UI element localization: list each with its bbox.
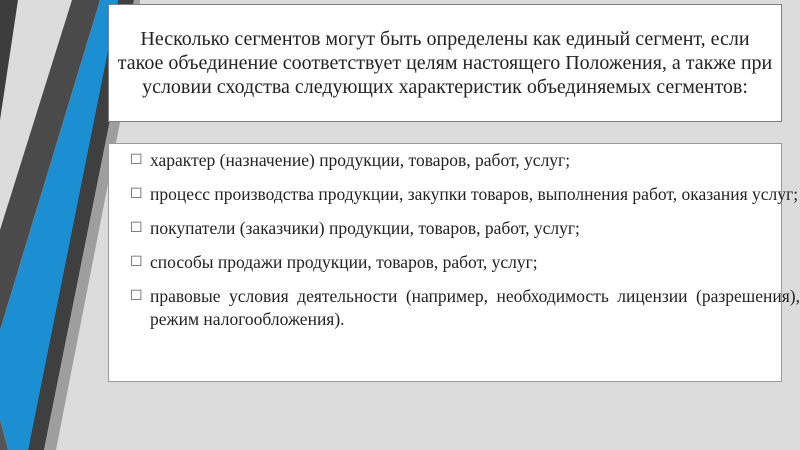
dark-stripe-1 xyxy=(0,0,18,120)
slide-title: Несколько сегментов могут быть определены как единый сегмент, если такое объединение соответствует целям настоящего Положения, а также при условии сходства следующих характеристик объединяемых сегментов: xyxy=(117,28,773,98)
list-item xyxy=(130,183,800,206)
list-item-text: процесс производства продукции, закупки товаров, выполнения работ, оказания услуг; xyxy=(150,184,799,204)
list-item-text: характер (назначение) продукции, товаров, работ, услуг; xyxy=(150,150,571,170)
title-box xyxy=(108,4,782,122)
check-mark-icon: ☐ xyxy=(130,220,143,236)
check-mark-icon: ☐ xyxy=(130,186,143,202)
list-item-text: способы продажи продукции, товаров, работ, услуг; xyxy=(150,252,538,272)
list-item xyxy=(130,251,800,274)
bullet-list xyxy=(130,149,800,342)
check-mark-icon: ☐ xyxy=(130,254,143,270)
list-item-text: правовые условия деятельности (например, необходимость лицензии (разрешения), режим налогообложения). xyxy=(150,286,800,329)
list-item xyxy=(130,217,800,240)
check-mark-icon: ☐ xyxy=(130,152,143,168)
check-mark-icon: ☐ xyxy=(130,288,143,304)
list-item-text: покупатели (заказчики) продукции, товаров, работ, услуг; xyxy=(150,218,580,238)
list-item xyxy=(130,149,800,172)
list-item xyxy=(130,285,800,331)
